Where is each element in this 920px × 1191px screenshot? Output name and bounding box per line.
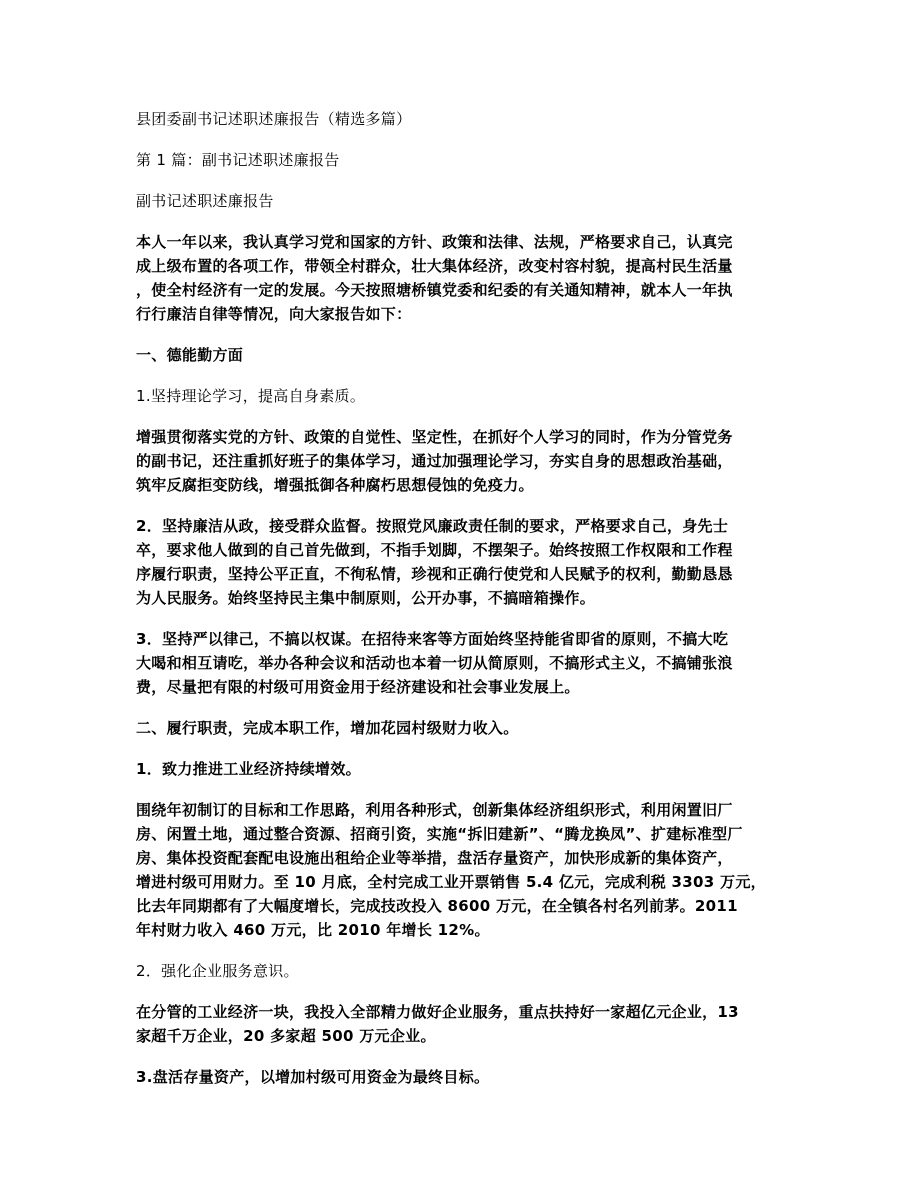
section-1-title: 一、德能勤方面 [136,346,244,364]
item-2-line-4: 为人民服务。始终坚持民主集中制原则，公开办事，不搞暗箱操作。 [136,589,596,607]
item-1-title: 1.坚持理论学习，提高自身素质。 [136,387,366,405]
section-2-item-1-line-1: 围绕年初制订的目标和工作思路，利用各种形式，创新集体经济组织形式，利用闲置旧厂 [136,801,733,819]
intro-line-3: ，使全村经济有一定的发展。今天按照塘桥镇党委和纪委的有关通知精神，就本人一年执 [136,281,733,299]
chapter-heading: 第 1 篇：副书记述职述廉报告 [136,151,340,169]
item-1-line-3: 筑牢反腐拒变防线，增强抵御各种腐朽思想侵蚀的免疫力。 [136,476,534,494]
article-title: 副书记述职述廉报告 [136,192,274,210]
item-1-line-1: 增强贯彻落实党的方针、政策的自觉性、坚定性，在抓好个人学习的同时，作为分管党务 [136,428,733,446]
item-3-line-1: 3．坚持严以律己，不搞以权谋。在招待来客等方面始终坚持能省即省的原则，不搞大吃 [136,630,729,648]
section-2-item-1-line-5: 比去年同期都有了大幅度增长，完成技改投入 8600 万元，在全镇各村名列前茅。2011 [136,897,738,915]
item-2-line-1: 2．坚持廉洁从政，接受群众监督。按照党风廉政责任制的要求，严格要求自己，身先士 [136,517,729,535]
section-2-item-1-line-3: 房、集体投资配套配电设施出租给企业等举措，盘活存量资产，加快形成新的集体资产， [136,849,733,867]
intro-line-2: 成上级布置的各项工作，带领全村群众，壮大集体经济，改变村容村貌，提高村民生活量 [136,257,733,275]
section-2-item-2-line-1: 在分管的工业经济一块，我投入全部精力做好企业服务，重点扶持好一家超亿元企业，13 [136,1003,739,1021]
section-2-item-1-line-2: 房、闲置土地，通过整合资源、招商引资，实施“拆旧建新”、“腾龙换凤”、扩建标准型厂 [136,825,743,843]
section-2-item-3-title: 3.盘活存量资产，以增加村级可用资金为最终目标。 [136,1068,490,1086]
section-2-item-2-line-2: 家超千万企业，20 多家超 500 万元企业。 [136,1027,436,1045]
section-2-item-1-line-4: 增进村级可用财力。至 10 月底，全村完成工业开票销售 5.4 亿元，完成利税 3303 万元， [136,873,766,891]
item-3-line-2: 大喝和相互请吃，举办各种会议和活动也本着一切从简原则，不搞形式主义，不搞铺张浪 [136,654,733,672]
section-2-item-1-title: 1．致力推进工业经济持续增效。 [136,760,361,778]
section-2-item-1-line-6: 年村财力收入 460 万元，比 2010 年增长 12%。 [136,921,490,939]
item-2-line-2: 卒，要求他人做到的自己首先做到，不指手划脚，不摆架子。始终按照工作权限和工作程 [136,541,733,559]
item-3-line-3: 费，尽量把有限的村级可用资金用于经济建设和社会事业发展上。 [136,678,580,696]
section-2-title: 二、履行职责，完成本职工作，增加花园村级财力收入。 [136,719,519,737]
item-2-line-3: 序履行职责，坚持公平正直，不徇私情，珍视和正确行使党和人民赋予的权利，勤勤恳恳 [136,565,733,583]
document-title: 县团委副书记述职述廉报告（精选多篇） [136,110,412,128]
intro-line-1: 本人一年以来，我认真学习党和国家的方针、政策和法律、法规，严格要求自己，认真完 [136,233,733,251]
item-1-line-2: 的副书记，还注重抓好班子的集体学习，通过加强理论学习，夯实自身的思想政治基础， [136,452,733,470]
section-2-item-2-title: 2．强化企业服务意识。 [136,962,299,980]
intro-line-4: 行行廉洁自律等情况，向大家报告如下： [136,305,412,323]
